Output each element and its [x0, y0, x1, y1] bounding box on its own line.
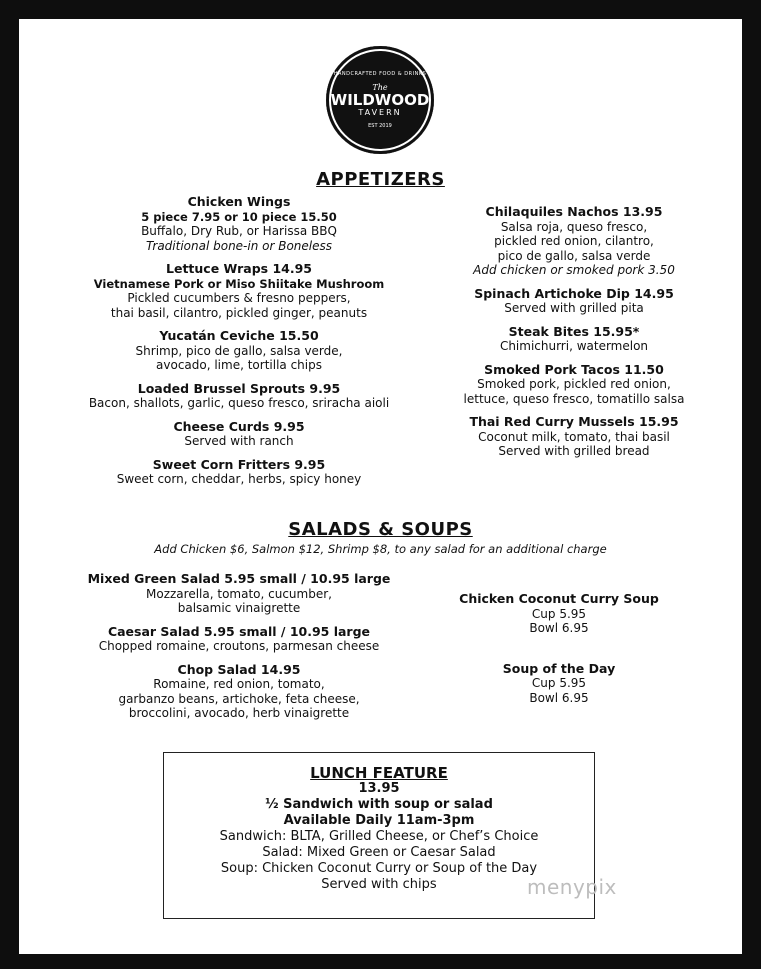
appetizers-title: APPETIZERS — [316, 169, 445, 190]
menu-item — [59, 572, 419, 616]
menu-item-description: Shrimp, pico de gallo, salsa verde, — [135, 343, 343, 358]
lunch-salad: Salad: Mixed Green or Caesar Salad — [262, 845, 496, 860]
menu-item-name: Chilaquiles Nachos 13.95 — [485, 204, 663, 219]
logo-the: The — [372, 83, 388, 92]
menu-item-name: Steak Bites 15.95* — [508, 323, 640, 339]
menu-item-description: Salsa roja, queso fresco, — [500, 219, 648, 234]
menu-item-description: Vietnamese Pork or Miso Shiitake Mushroom — [93, 276, 385, 291]
salads-title: SALADS & SOUPS — [288, 519, 473, 540]
menu-item-name: Chop Salad 14.95 — [177, 661, 301, 677]
lunch-price: 13.95 — [358, 781, 400, 796]
logo-est: EST 2019 — [368, 123, 392, 129]
menu-item-description: Add chicken or smoked pork 3.50 — [473, 263, 675, 277]
menu-item-description: lettuce, queso fresco, tomatillo salsa — [463, 391, 685, 406]
menu-item-description: Coconut milk, tomato, thai basil — [478, 429, 670, 444]
logo-name: WILDWOOD — [330, 91, 430, 109]
menu-item-description: Sweet corn, cheddar, herbs, spicy honey — [116, 472, 362, 486]
menu-item-description: Cup 5.95 — [531, 606, 587, 621]
menu-item — [409, 363, 739, 407]
salads-note: Add Chicken $6, Salmon $12, Shrimp $8, to any salad for an additional charge — [154, 542, 607, 556]
menu-item — [59, 382, 419, 411]
menu-item-description: Bowl 6.95 — [529, 621, 589, 635]
menu-item-name: Chicken Coconut Curry Soup — [459, 591, 659, 606]
appetizers-left-column — [59, 195, 419, 487]
watermark: menypix — [527, 875, 617, 899]
menu-item-description: Chimichurri, watermelon — [499, 339, 649, 353]
menu-item — [59, 329, 419, 373]
menu-item — [409, 287, 739, 316]
menu-item — [399, 592, 719, 636]
menu-item-description: Mozzarella, tomato, cucumber, — [146, 586, 332, 601]
menu-item — [59, 195, 419, 253]
lunch-deal: ½ Sandwich with soup or salad — [265, 797, 493, 812]
menu-item — [409, 415, 739, 459]
menu-item-description: Chopped romaine, croutons, parmesan cheese — [98, 639, 380, 653]
menu-item-name: Caesar Salad 5.95 small / 10.95 large — [107, 623, 371, 639]
lunch-chips: Served with chips — [321, 877, 437, 892]
menu-item-description: Served with grilled pita — [504, 301, 644, 315]
menu-item-name: Cheese Curds 9.95 — [173, 418, 305, 434]
menu-item-name: Smoked Pork Tacos 11.50 — [484, 361, 664, 377]
menu-item-name: Lettuce Wraps 14.95 — [166, 261, 312, 276]
menu-item — [59, 663, 419, 721]
menu-item-name: Thai Red Curry Mussels 15.95 — [469, 414, 679, 429]
menu-item-name: Mixed Green Salad 5.95 small / 10.95 large — [87, 571, 391, 586]
menu-item-name: Loaded Brussel Sprouts 9.95 — [137, 380, 341, 396]
menu-item — [399, 662, 719, 706]
menu-item — [59, 625, 419, 654]
appetizers-right-column — [409, 205, 739, 459]
menu-item-name: Sweet Corn Fritters 9.95 — [152, 456, 326, 472]
menu-item — [59, 420, 419, 449]
menu-item-description: Traditional bone-in or Boneless — [145, 238, 333, 253]
menu-item — [409, 205, 739, 278]
menu-item-name: Spinach Artichoke Dip 14.95 — [474, 285, 674, 301]
menu-item-description: Buffalo, Dry Rub, or Harissa BBQ — [141, 224, 337, 238]
logo-sub: TAVERN — [358, 108, 402, 117]
menu-item-description: thai basil, cilantro, pickled ginger, peanuts — [110, 305, 368, 320]
lunch-title: LUNCH FEATURE — [310, 764, 448, 782]
menu-item-description: Pickled cucumbers & fresno peppers, — [127, 291, 351, 305]
lunch-hours: Available Daily 11am-3pm — [283, 813, 475, 828]
menu-item-name: Chicken Wings — [187, 194, 291, 209]
menu-item-description: pickled red onion, cilantro, — [494, 234, 654, 248]
menu-item-name: Yucatán Ceviche 15.50 — [159, 328, 319, 343]
menu-item-description: Served with grilled bread — [498, 444, 650, 458]
menu-item-description: Bowl 6.95 — [529, 690, 589, 705]
menu-item — [59, 458, 419, 487]
menu-item-description: Bacon, shallots, garlic, queso fresco, sriracha aioli — [88, 396, 390, 410]
menu-item — [59, 262, 419, 320]
lunch-sandwich: Sandwich: BLTA, Grilled Cheese, or Chef’s Choice — [219, 829, 539, 844]
menu-page — [19, 19, 742, 954]
menu-item-description: Smoked pork, pickled red onion, — [477, 377, 671, 391]
lunch-soup: Soup: Chicken Coconut Curry or Soup of the Day — [220, 861, 538, 876]
menu-item-description: broccolini, avocado, herb vinaigrette — [128, 706, 350, 720]
menu-item-description: 5 piece 7.95 or 10 piece 15.50 — [141, 209, 337, 224]
menu-item-description: balsamic vinaigrette — [177, 601, 301, 615]
menu-item-description: garbanzo beans, artichoke, feta cheese, — [118, 691, 360, 706]
menu-item-description: Cup 5.95 — [531, 676, 587, 690]
wildwood-tavern-logo — [326, 46, 434, 154]
menu-item-description: Served with ranch — [184, 434, 294, 448]
menu-item-description: Romaine, red onion, tomato, — [153, 677, 325, 691]
salads-right-column — [399, 592, 719, 705]
menu-item-description: pico de gallo, salsa verde — [497, 248, 651, 263]
salads-left-column — [59, 572, 419, 721]
menu-item — [409, 325, 739, 354]
menu-item-name: Soup of the Day — [502, 660, 616, 676]
logo-tagline: HANDCRAFTED FOOD & DRINKS — [333, 71, 427, 77]
menu-item-description: avocado, lime, tortilla chips — [156, 358, 322, 372]
